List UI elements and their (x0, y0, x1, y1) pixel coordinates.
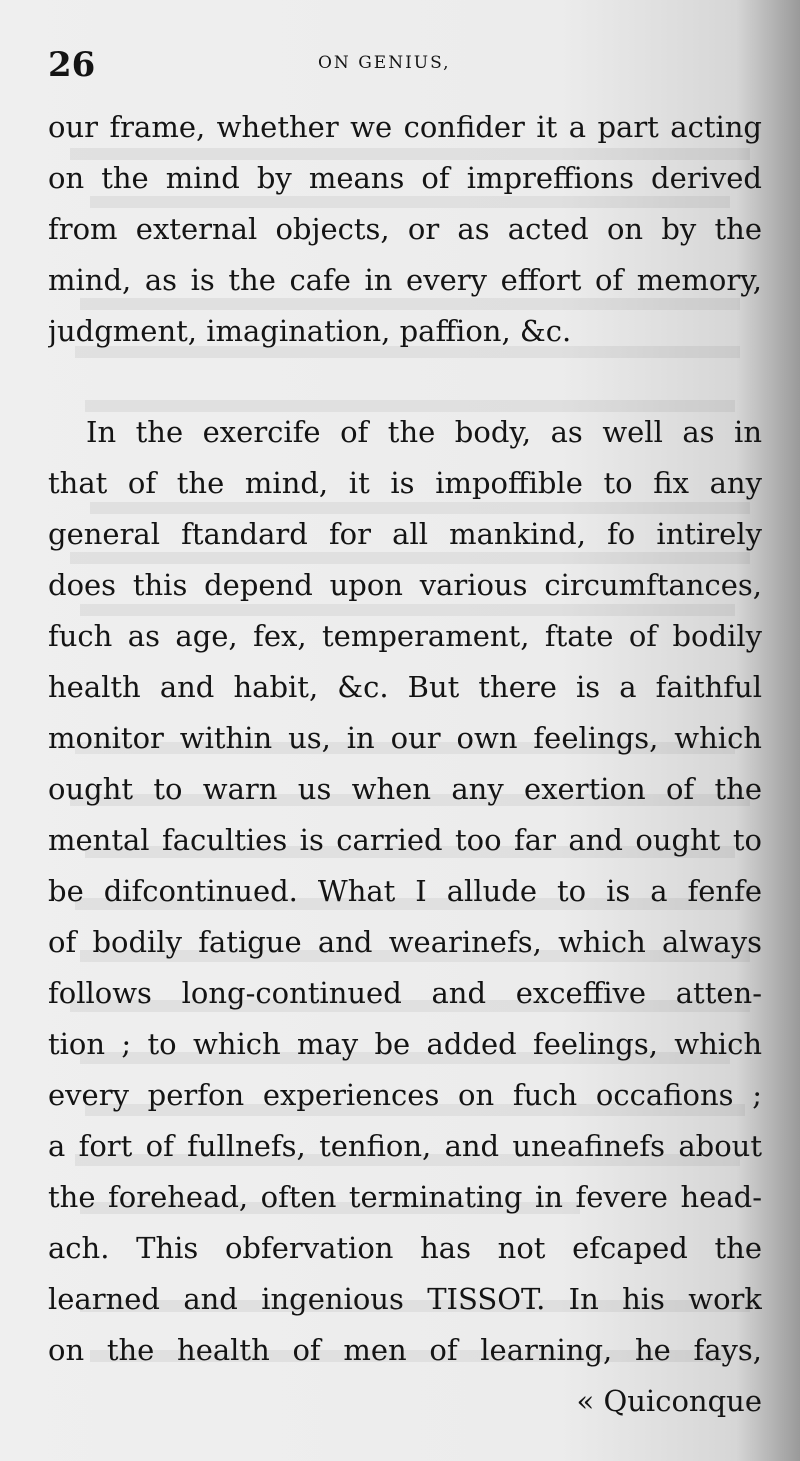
text-line: our frame, whether we confider it a part acting (48, 110, 762, 144)
text-line: the forehead, often terminating in fevere head- (48, 1180, 762, 1214)
text-line: mind, as is the cafe in every effort of memory, (48, 263, 762, 297)
text-line: learned and ingenious TISSOT. In his work (48, 1282, 762, 1316)
text-line: health and habit, &c. But there is a faithful (48, 670, 762, 704)
text-line: does this depend upon various circumftances, (48, 568, 762, 602)
text-line: on the health of men of learning, he fays, (48, 1333, 762, 1367)
page-body (48, 102, 762, 1427)
catchword: « Quiconque (576, 1384, 762, 1418)
text-line: of bodily fatigue and wearinefs, which always (48, 925, 762, 959)
text-line: on the mind by means of impreffions derived (48, 161, 762, 195)
text-line: In the exercife of the body, as well as in (86, 415, 762, 449)
text-line: be difcontinued. What I allude to is a fenfe (48, 874, 762, 908)
text-line: a fort of fullnefs, tenfion, and uneafinefs about (48, 1129, 762, 1163)
text-line: follows long-continued and exceffive atten- (48, 976, 762, 1010)
page-number: 26 (48, 45, 96, 85)
text-line: tion ; to which may be added feelings, which (48, 1027, 762, 1061)
text-line: general ftandard for all mankind, fo intirely (48, 517, 762, 551)
running-title: ON GENIUS, (318, 53, 451, 73)
text-line: mental faculties is carried too far and ought to (48, 823, 762, 857)
text-line: ought to warn us when any exertion of the (48, 772, 762, 806)
text-line: every perfon experiences on fuch occafions ; (48, 1078, 762, 1112)
text-line: fuch as age, fex, temperament, ftate of bodily (48, 619, 762, 653)
text-line: ach. This obfervation has not efcaped the (48, 1231, 762, 1265)
text-line: from external objects, or as acted on by the (48, 212, 762, 246)
page-header (48, 40, 762, 90)
paragraph-gap (48, 357, 762, 407)
text-line: monitor within us, in our own feelings, which (48, 721, 762, 755)
text-line: judgment, imagination, paffion, &c. (48, 314, 572, 348)
text-line: that of the mind, it is impoffible to fix any (48, 466, 762, 500)
